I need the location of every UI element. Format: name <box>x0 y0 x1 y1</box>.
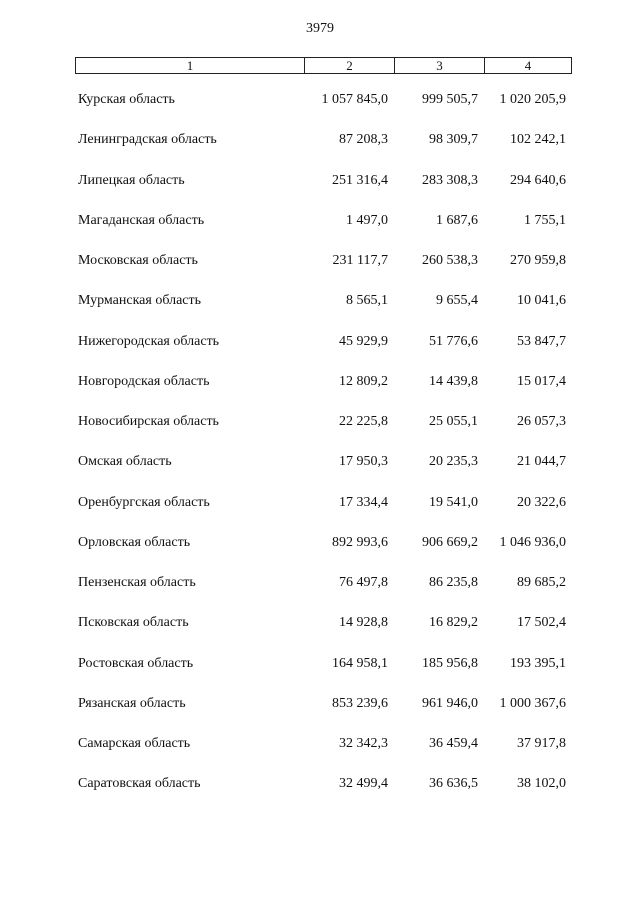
header-col-3: 3 <box>395 58 485 73</box>
value-col-4: 21 044,7 <box>517 454 566 470</box>
table-row <box>0 171 640 211</box>
value-col-4: 1 000 367,6 <box>499 695 566 711</box>
table-row <box>0 412 640 452</box>
table-row <box>0 493 640 533</box>
value-col-4: 26 057,3 <box>517 414 566 429</box>
value-col-3: 51 776,6 <box>429 333 478 349</box>
table-row <box>0 774 640 814</box>
value-col-4: 193 395,1 <box>510 655 566 671</box>
region-name: Орловская область <box>78 534 191 550</box>
value-col-4: 89 685,2 <box>517 575 566 590</box>
value-col-4: 38 102,0 <box>517 776 566 792</box>
value-col-2: 14 928,8 <box>339 615 388 631</box>
table-row <box>0 372 640 412</box>
value-col-2: 87 208,3 <box>339 132 388 148</box>
header-col-1: 1 <box>76 58 305 73</box>
table-row <box>0 452 640 492</box>
value-col-4: 102 242,1 <box>510 132 566 148</box>
value-col-2: 32 499,4 <box>339 776 388 792</box>
table-body <box>0 90 640 815</box>
value-col-2: 76 497,8 <box>339 575 388 590</box>
region-name: Мурманская область <box>78 293 202 309</box>
region-name: Нижегородская область <box>78 333 220 349</box>
value-col-2: 892 993,6 <box>332 534 388 550</box>
region-name: Саратовская область <box>78 776 201 792</box>
table-header <box>75 57 572 74</box>
region-name: Пензенская область <box>78 575 196 590</box>
table-row <box>0 654 640 694</box>
value-col-4: 294 640,6 <box>510 172 566 188</box>
value-col-2: 17 950,3 <box>339 454 388 470</box>
region-name: Омская область <box>78 454 172 470</box>
value-col-2: 853 239,6 <box>332 695 388 711</box>
value-col-4: 53 847,7 <box>517 333 566 349</box>
region-name: Магаданская область <box>78 212 205 228</box>
header-col-2: 2 <box>305 58 395 73</box>
value-col-4: 1 755,1 <box>524 212 566 228</box>
value-col-2: 251 316,4 <box>332 172 388 188</box>
table-row <box>0 734 640 774</box>
value-col-2: 17 334,4 <box>339 494 388 510</box>
value-col-2: 231 117,7 <box>332 253 388 268</box>
value-col-2: 1 057 845,0 <box>321 92 388 107</box>
region-name: Ростовская область <box>78 655 194 671</box>
value-col-2: 32 342,3 <box>339 736 388 751</box>
table-row <box>0 694 640 734</box>
value-col-3: 19 541,0 <box>429 494 478 510</box>
value-col-2: 1 497,0 <box>346 212 388 228</box>
value-col-4: 10 041,6 <box>517 293 566 309</box>
region-name: Московская область <box>78 253 198 268</box>
value-col-4: 17 502,4 <box>517 615 566 631</box>
table-row <box>0 533 640 573</box>
value-col-3: 20 235,3 <box>429 454 478 470</box>
table-row <box>0 332 640 372</box>
value-col-3: 14 439,8 <box>429 373 478 389</box>
value-col-3: 25 055,1 <box>429 414 478 429</box>
value-col-3: 1 687,6 <box>436 212 478 228</box>
region-name: Новосибирская область <box>78 414 219 429</box>
value-col-3: 260 538,3 <box>422 253 478 268</box>
value-col-4: 20 322,6 <box>517 494 566 510</box>
region-name: Рязанская область <box>78 695 186 711</box>
table-row <box>0 613 640 653</box>
value-col-3: 16 829,2 <box>429 615 478 631</box>
table-row <box>0 573 640 613</box>
value-col-3: 36 636,5 <box>429 776 478 792</box>
value-col-4: 15 017,4 <box>517 373 566 389</box>
region-name: Оренбургская область <box>78 494 210 510</box>
value-col-2: 8 565,1 <box>346 293 388 309</box>
region-name: Липецкая область <box>78 172 185 188</box>
value-col-3: 283 308,3 <box>422 172 478 188</box>
table-row <box>0 130 640 170</box>
value-col-3: 98 309,7 <box>429 132 478 148</box>
region-name: Курская область <box>78 92 175 107</box>
value-col-3: 86 235,8 <box>429 575 478 590</box>
table-row <box>0 251 640 291</box>
value-col-2: 164 958,1 <box>332 655 388 671</box>
page-number: 3979 <box>306 21 334 36</box>
region-name: Самарская область <box>78 736 191 751</box>
value-col-3: 961 946,0 <box>422 695 478 711</box>
value-col-2: 12 809,2 <box>339 373 388 389</box>
value-col-3: 906 669,2 <box>422 534 478 550</box>
value-col-3: 36 459,4 <box>429 736 478 751</box>
header-col-4: 4 <box>524 58 532 73</box>
value-col-4: 1 020 205,9 <box>499 92 566 107</box>
value-col-2: 45 929,9 <box>339 333 388 349</box>
value-col-4: 270 959,8 <box>510 253 566 268</box>
table-row <box>0 90 640 130</box>
region-name: Псковская область <box>78 615 189 631</box>
table-row <box>0 211 640 251</box>
value-col-3: 185 956,8 <box>422 655 478 671</box>
region-name: Ленинградская область <box>78 132 217 148</box>
value-col-3: 999 505,7 <box>422 92 478 107</box>
value-col-4: 1 046 936,0 <box>499 534 566 550</box>
value-col-4: 37 917,8 <box>517 736 566 751</box>
value-col-2: 22 225,8 <box>339 414 388 429</box>
value-col-3: 9 655,4 <box>436 293 478 309</box>
region-name: Новгородская область <box>78 373 210 389</box>
table-row <box>0 291 640 331</box>
